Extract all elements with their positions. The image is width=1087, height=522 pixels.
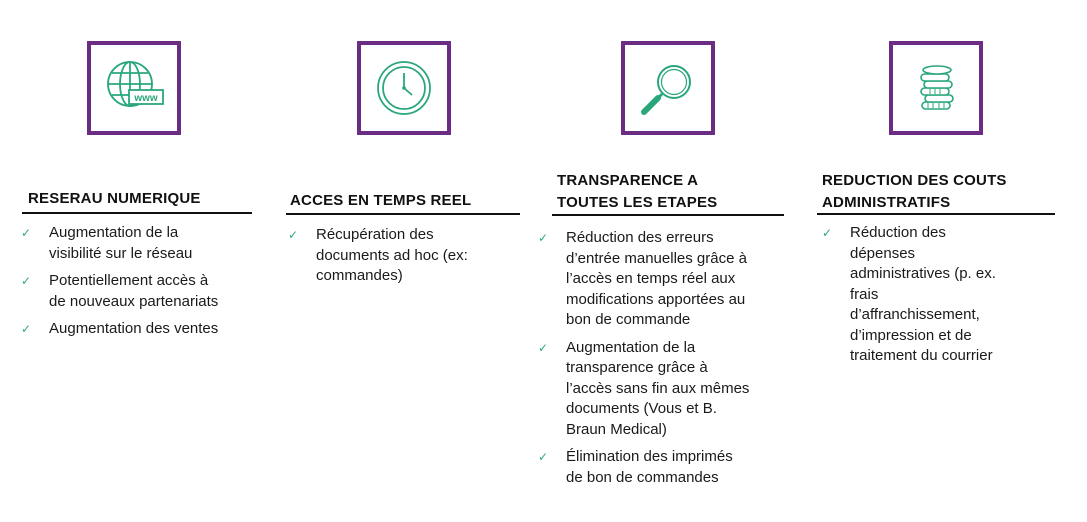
globe-icon-box (87, 41, 181, 135)
benefit-list (538, 228, 798, 495)
list-item: ✓ Augmentation des ventes (21, 319, 261, 340)
heading-reduction-couts: REDUCTION DES COUTS ADMINISTRATIFS (822, 172, 1007, 211)
heading-underline (286, 213, 520, 215)
check-icon: ✓ (21, 322, 32, 336)
list-item: ✓ Augmentation de la transparence grâce à l’accès sans fin aux mêmes documents (Vous et B. Braun Medical) (538, 338, 750, 438)
check-icon: ✓ (538, 231, 549, 245)
clock-icon-box (357, 41, 451, 135)
coin-stack-icon (906, 58, 966, 118)
check-icon: ✓ (538, 450, 549, 464)
list-item: ✓ Réduction des dépenses administratives (p. ex. frais d’affranchissement, d’impression et de traitement du courrier (822, 224, 996, 364)
list-item: ✓ Récupération des documents ad hoc (ex: commandes) (288, 226, 468, 284)
benefit-list (822, 223, 1052, 374)
list-item: ✓ Potentiellement accès à de nouveaux partenariats (21, 272, 219, 310)
check-icon: ✓ (538, 340, 549, 355)
benefit-list (21, 223, 261, 347)
globe-www-icon (102, 56, 166, 120)
check-icon: ✓ (822, 226, 833, 240)
check-icon: ✓ (288, 228, 299, 242)
list-item: ✓ Élimination des imprimés de bon de commandes (538, 448, 733, 486)
heading-reseau-numerique: RESERAU NUMERIQUE (28, 190, 201, 207)
list-item: ✓ Réduction des erreurs d’entrée manuelles grâce à l’accès en temps réel aux modifications apportées au bon de commande (538, 229, 747, 328)
list-item: ✓ Augmentation de la visibilité sur le réseau (21, 224, 193, 262)
svg-text:www: www (134, 93, 158, 104)
check-icon: ✓ (21, 274, 32, 288)
heading-transparence: TRANSPARENCE A TOUTES LES ETAPES (557, 172, 718, 211)
heading-underline (552, 214, 784, 216)
coins-icon-box (889, 41, 983, 135)
benefit-list (288, 225, 528, 294)
heading-underline (817, 213, 1055, 215)
heading-underline (22, 212, 252, 214)
magnifier-icon-box (621, 41, 715, 135)
check-icon: ✓ (21, 226, 32, 240)
magnifier-icon (636, 56, 700, 120)
clock-icon (374, 58, 434, 118)
heading-acces-temps-reel: ACCES EN TEMPS REEL (290, 192, 472, 209)
